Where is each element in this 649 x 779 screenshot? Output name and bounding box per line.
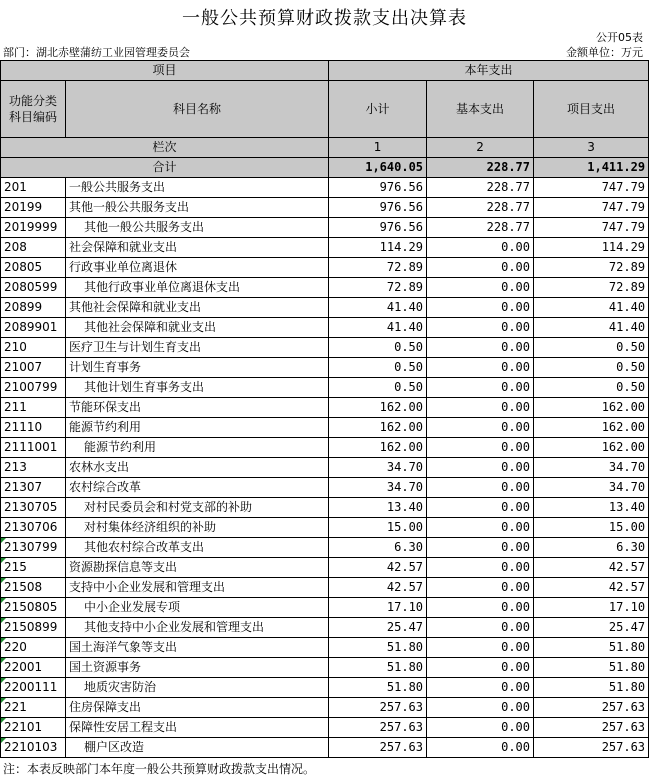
- row-basic: 0.00: [427, 538, 534, 558]
- department-label: 部门：湖北赤壁蒲纺工业园管理委员会: [3, 46, 190, 59]
- row-subtotal: 17.10: [329, 598, 427, 618]
- row-name: 农林水支出: [66, 458, 329, 478]
- subject-name-header: 科目名称: [66, 81, 329, 138]
- row-subtotal: 976.56: [329, 218, 427, 238]
- year-expense-header: 本年支出: [329, 61, 649, 81]
- row-name: 棚户区改造: [66, 738, 329, 758]
- row-subtotal: 0.50: [329, 358, 427, 378]
- row-basic: 0.00: [427, 378, 534, 398]
- table-row: [1, 438, 649, 458]
- row-code: 21307: [1, 478, 66, 498]
- row-basic: 0.00: [427, 258, 534, 278]
- row-subtotal: 114.29: [329, 238, 427, 258]
- func-code-header: [1, 81, 66, 138]
- table-row: [1, 678, 649, 698]
- row-code: 2100799: [1, 378, 66, 398]
- row-code: 20899: [1, 298, 66, 318]
- row-name: 保障性安居工程支出: [66, 718, 329, 738]
- row-code: 21007: [1, 358, 66, 378]
- row-code: 21508: [1, 578, 66, 598]
- row-code: 213: [1, 458, 66, 478]
- row-code: 20805: [1, 258, 66, 278]
- row-code: 2210103: [1, 738, 66, 758]
- col-number-3: 3: [534, 138, 649, 158]
- row-subtotal: 162.00: [329, 418, 427, 438]
- total-project: 1,411.29: [534, 158, 649, 178]
- row-subtotal: 25.47: [329, 618, 427, 638]
- expenditure-table: [0, 60, 649, 758]
- row-basic: 0.00: [427, 318, 534, 338]
- row-name: 计划生育事务: [66, 358, 329, 378]
- table-row: [1, 358, 649, 378]
- total-basic: 228.77: [427, 158, 534, 178]
- table-row: [1, 278, 649, 298]
- row-basic: 0.00: [427, 518, 534, 538]
- row-code: 2111001: [1, 438, 66, 458]
- table-row: [1, 338, 649, 358]
- row-basic: 228.77: [427, 178, 534, 198]
- row-basic: 0.00: [427, 338, 534, 358]
- row-project: 13.40: [534, 498, 649, 518]
- row-project: 72.89: [534, 278, 649, 298]
- row-code: 2150805: [1, 598, 66, 618]
- row-basic: 0.00: [427, 578, 534, 598]
- row-subtotal: 162.00: [329, 438, 427, 458]
- table-row: [1, 238, 649, 258]
- row-subtotal: 42.57: [329, 558, 427, 578]
- row-name: 其他一般公共服务支出: [66, 198, 329, 218]
- table-row: [1, 558, 649, 578]
- row-project: 257.63: [534, 738, 649, 758]
- table-row: [1, 478, 649, 498]
- row-project: 257.63: [534, 718, 649, 738]
- row-code: 208: [1, 238, 66, 258]
- row-name: 资源勘探信息等支出: [66, 558, 329, 578]
- row-code: 21110: [1, 418, 66, 438]
- row-subtotal: 13.40: [329, 498, 427, 518]
- project-expense-header: 项目支出: [534, 81, 649, 138]
- row-code: 215: [1, 558, 66, 578]
- table-row: [1, 378, 649, 398]
- row-basic: 0.00: [427, 718, 534, 738]
- total-row: [1, 158, 649, 178]
- row-code: 22101: [1, 718, 66, 738]
- table-row: [1, 718, 649, 738]
- total-subtotal: 1,640.05: [329, 158, 427, 178]
- item-header: 项目: [1, 61, 329, 81]
- row-project: 51.80: [534, 678, 649, 698]
- row-subtotal: 257.63: [329, 718, 427, 738]
- table-row: [1, 318, 649, 338]
- row-project: 162.00: [534, 398, 649, 418]
- row-subtotal: 0.50: [329, 338, 427, 358]
- row-code: 22001: [1, 658, 66, 678]
- row-project: 51.80: [534, 658, 649, 678]
- row-code: 221: [1, 698, 66, 718]
- row-code: 2130706: [1, 518, 66, 538]
- row-project: 747.79: [534, 198, 649, 218]
- row-name: 其他行政事业单位离退休支出: [66, 278, 329, 298]
- total-label: 合计: [1, 158, 329, 178]
- table-row: [1, 658, 649, 678]
- row-project: 34.70: [534, 458, 649, 478]
- row-subtotal: 72.89: [329, 278, 427, 298]
- row-basic: 0.00: [427, 478, 534, 498]
- row-project: 162.00: [534, 438, 649, 458]
- row-project: 257.63: [534, 698, 649, 718]
- table-row: [1, 598, 649, 618]
- row-subtotal: 51.80: [329, 658, 427, 678]
- row-basic: 0.00: [427, 418, 534, 438]
- row-subtotal: 976.56: [329, 178, 427, 198]
- row-basic: 0.00: [427, 398, 534, 418]
- row-project: 6.30: [534, 538, 649, 558]
- row-code: 2130705: [1, 498, 66, 518]
- row-project: 0.50: [534, 338, 649, 358]
- row-name: 医疗卫生与计划生育支出: [66, 338, 329, 358]
- table-row: [1, 518, 649, 538]
- table-row: [1, 458, 649, 478]
- table-row: [1, 198, 649, 218]
- footnote: 注：本表反映部门本年度一般公共预算财政拨款支出情况。: [3, 762, 316, 776]
- row-project: 72.89: [534, 258, 649, 278]
- row-code: 2019999: [1, 218, 66, 238]
- row-code: 211: [1, 398, 66, 418]
- row-name: 对村民委员会和村党支部的补助: [66, 498, 329, 518]
- func-code-header-line2: 科目编码: [8, 110, 57, 124]
- row-project: 114.29: [534, 238, 649, 258]
- row-code: 210: [1, 338, 66, 358]
- row-project: 41.40: [534, 298, 649, 318]
- row-basic: 0.00: [427, 278, 534, 298]
- row-name: 其他社会保障和就业支出: [66, 318, 329, 338]
- row-name: 农村综合改革: [66, 478, 329, 498]
- row-code: 20199: [1, 198, 66, 218]
- table-row: [1, 418, 649, 438]
- row-subtotal: 34.70: [329, 478, 427, 498]
- table-row: [1, 298, 649, 318]
- row-basic: 228.77: [427, 198, 534, 218]
- table-row: [1, 578, 649, 598]
- row-name: 其他一般公共服务支出: [66, 218, 329, 238]
- row-code: 2200111: [1, 678, 66, 698]
- row-name: 国土资源事务: [66, 658, 329, 678]
- header-row-1: [1, 61, 649, 81]
- row-project: 0.50: [534, 378, 649, 398]
- table-row: [1, 218, 649, 238]
- row-name: 其他农村综合改革支出: [66, 538, 329, 558]
- row-name: 一般公共服务支出: [66, 178, 329, 198]
- table-row: [1, 398, 649, 418]
- table-row: [1, 258, 649, 278]
- row-subtotal: 42.57: [329, 578, 427, 598]
- col-number-1: 1: [329, 138, 427, 158]
- row-basic: 228.77: [427, 218, 534, 238]
- row-project: 42.57: [534, 578, 649, 598]
- table-row: [1, 178, 649, 198]
- row-subtotal: 976.56: [329, 198, 427, 218]
- row-code: 201: [1, 178, 66, 198]
- row-basic: 0.00: [427, 598, 534, 618]
- row-basic: 0.00: [427, 638, 534, 658]
- row-code: 2080599: [1, 278, 66, 298]
- row-project: 51.80: [534, 638, 649, 658]
- row-project: 42.57: [534, 558, 649, 578]
- row-basic: 0.00: [427, 358, 534, 378]
- row-name: 节能环保支出: [66, 398, 329, 418]
- row-project: 17.10: [534, 598, 649, 618]
- row-name: 住房保障支出: [66, 698, 329, 718]
- row-subtotal: 15.00: [329, 518, 427, 538]
- row-name: 对村集体经济组织的补助: [66, 518, 329, 538]
- row-basic: 0.00: [427, 678, 534, 698]
- table-row: [1, 498, 649, 518]
- row-project: 0.50: [534, 358, 649, 378]
- basic-expense-header: 基本支出: [427, 81, 534, 138]
- row-subtotal: 51.80: [329, 638, 427, 658]
- table-row: [1, 738, 649, 758]
- row-subtotal: 41.40: [329, 298, 427, 318]
- row-code: 2150899: [1, 618, 66, 638]
- row-subtotal: 0.50: [329, 378, 427, 398]
- header-row-2: [1, 81, 649, 138]
- row-basic: 0.00: [427, 298, 534, 318]
- report-title: 一般公共预算财政拨款支出决算表: [182, 8, 467, 29]
- row-project: 25.47: [534, 618, 649, 638]
- row-project: 34.70: [534, 478, 649, 498]
- row-project: 162.00: [534, 418, 649, 438]
- row-name: 社会保障和就业支出: [66, 238, 329, 258]
- row-basic: 0.00: [427, 738, 534, 758]
- row-basic: 0.00: [427, 698, 534, 718]
- table-row: [1, 638, 649, 658]
- row-name: 其他社会保障和就业支出: [66, 298, 329, 318]
- row-subtotal: 72.89: [329, 258, 427, 278]
- subtotal-header: 小计: [329, 81, 427, 138]
- row-name: 其他计划生育事务支出: [66, 378, 329, 398]
- row-basic: 0.00: [427, 498, 534, 518]
- row-code: 220: [1, 638, 66, 658]
- form-number: 公开05表: [596, 31, 643, 44]
- row-name: 行政事业单位离退休: [66, 258, 329, 278]
- row-name: 其他支持中小企业发展和管理支出: [66, 618, 329, 638]
- row-subtotal: 34.70: [329, 458, 427, 478]
- row-subtotal: 162.00: [329, 398, 427, 418]
- row-name: 能源节约利用: [66, 418, 329, 438]
- row-basic: 0.00: [427, 558, 534, 578]
- amount-unit-label: 金额单位：万元: [566, 46, 643, 59]
- row-basic: 0.00: [427, 238, 534, 258]
- row-project: 41.40: [534, 318, 649, 338]
- row-subtotal: 41.40: [329, 318, 427, 338]
- row-project: 747.79: [534, 178, 649, 198]
- func-code-header-line1: 功能分类: [8, 94, 57, 108]
- row-name: 地质灾害防治: [66, 678, 329, 698]
- row-basic: 0.00: [427, 438, 534, 458]
- row-code: 2089901: [1, 318, 66, 338]
- row-subtotal: 257.63: [329, 698, 427, 718]
- row-basic: 0.00: [427, 658, 534, 678]
- table-row: [1, 538, 649, 558]
- row-subtotal: 257.63: [329, 738, 427, 758]
- row-name: 支持中小企业发展和管理支出: [66, 578, 329, 598]
- row-subtotal: 51.80: [329, 678, 427, 698]
- row-name: 能源节约利用: [66, 438, 329, 458]
- row-basic: 0.00: [427, 618, 534, 638]
- row-code: 2130799: [1, 538, 66, 558]
- row-name: 国土海洋气象等支出: [66, 638, 329, 658]
- table-row: [1, 698, 649, 718]
- row-name: 中小企业发展专项: [66, 598, 329, 618]
- row-project: 747.79: [534, 218, 649, 238]
- table-row: [1, 618, 649, 638]
- col-number-2: 2: [427, 138, 534, 158]
- lanci-label: 栏次: [1, 138, 329, 158]
- row-project: 15.00: [534, 518, 649, 538]
- column-number-row: [1, 138, 649, 158]
- row-subtotal: 6.30: [329, 538, 427, 558]
- row-basic: 0.00: [427, 458, 534, 478]
